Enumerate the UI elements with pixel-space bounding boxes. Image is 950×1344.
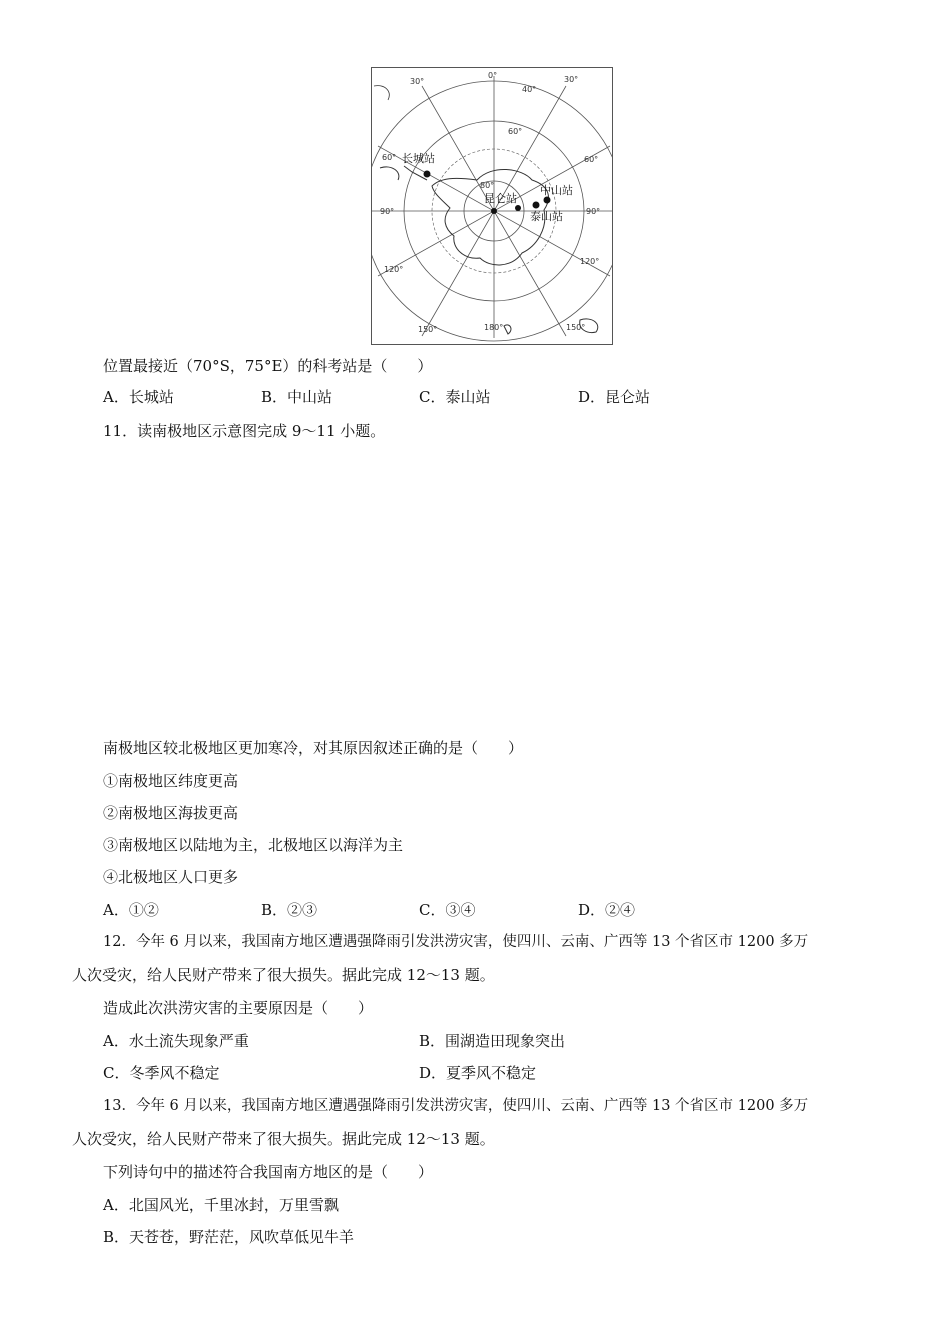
q12-intro-line2: 人次受灾，给人民财产带来了很大损失。据此完成 12～13 题。 xyxy=(72,966,495,984)
south-pole-marker xyxy=(491,208,497,214)
antarctic-map-svg xyxy=(372,68,612,344)
q11-option-b[interactable]: B．②③ xyxy=(261,901,318,919)
south-america-tip xyxy=(380,167,399,180)
zhongshan-station-marker xyxy=(544,197,551,204)
corner-coast xyxy=(374,86,389,100)
q13-stem: 下列诗句中的描述符合我国南方地区的是（ ） xyxy=(103,1163,434,1181)
q10-option-c[interactable]: C．泰山站 xyxy=(419,388,491,406)
q11-option-d[interactable]: D．②④ xyxy=(578,901,636,919)
lon-label-60e: 60° xyxy=(584,155,599,164)
meridians xyxy=(372,76,612,338)
lon-label-120w: 120° xyxy=(384,265,404,274)
lat-label-40: 40° xyxy=(522,85,537,94)
q13-option-a[interactable]: A．北国风光，千里冰封，万里雪飘 xyxy=(103,1196,339,1214)
lon-label-30w: 30° xyxy=(410,77,425,86)
q11-option-a[interactable]: A．①② xyxy=(103,901,159,919)
q12-stem: 造成此次洪涝灾害的主要原因是（ ） xyxy=(103,999,374,1017)
lon-label-0: 0° xyxy=(488,71,498,80)
changcheng-station-label: 长城站 xyxy=(402,152,435,165)
q12-option-c[interactable]: C．冬季风不稳定 xyxy=(103,1064,220,1082)
taishan-station-label: 泰山站 xyxy=(530,210,563,223)
q12-intro-line1: 12．今年 6 月以来，我国南方地区遭遇强降雨引发洪涝灾害，使四川、云南、广西等 13 个省区市 1200 多万 xyxy=(103,934,809,950)
q10-stem: 位置最接近（70°S，75°E）的科考站是（ ） xyxy=(103,357,433,375)
q11-statement-2: ②南极地区海拔更高 xyxy=(103,804,239,822)
antarctic-map xyxy=(371,67,613,345)
q11-option-c[interactable]: C．③④ xyxy=(419,901,476,919)
lon-label-150w: 150° xyxy=(418,325,438,334)
lon-label-90e: 90° xyxy=(586,207,601,216)
lat-label-60: 60° xyxy=(508,127,523,136)
taishan-station-marker xyxy=(533,202,540,209)
q11-intro: 11．读南极地区示意图完成 9～11 小题。 xyxy=(103,422,386,440)
q11-stem: 南极地区较北极地区更加寒冷，对其原因叙述正确的是（ ） xyxy=(103,739,524,757)
kunlun-station-marker xyxy=(515,205,521,211)
q13-intro-line2: 人次受灾，给人民财产带来了很大损失。据此完成 12～13 题。 xyxy=(72,1130,495,1148)
lon-label-60w: 60° xyxy=(382,153,397,162)
q12-option-a[interactable]: A．水土流失现象严重 xyxy=(103,1032,249,1050)
peninsula-outline xyxy=(404,166,427,180)
q13-intro-line1: 13．今年 6 月以来，我国南方地区遭遇强降雨引发洪涝灾害，使四川、云南、广西等 13 个省区市 1200 多万 xyxy=(103,1098,809,1114)
q10-option-b[interactable]: B．中山站 xyxy=(261,388,333,406)
changcheng-station-marker xyxy=(424,171,431,178)
q10-option-a[interactable]: A．长城站 xyxy=(103,388,174,406)
q11-statement-3: ③南极地区以陆地为主，北极地区以海洋为主 xyxy=(103,836,404,854)
lon-label-120e: 120° xyxy=(580,257,600,266)
lon-label-90w: 90° xyxy=(380,207,395,216)
q12-option-d[interactable]: D．夏季风不稳定 xyxy=(419,1064,537,1082)
island-outline xyxy=(504,325,511,334)
lon-label-150e: 150° xyxy=(566,323,586,332)
q13-option-b[interactable]: B．天苍苍，野茫茫，风吹草低见牛羊 xyxy=(103,1228,355,1246)
lat-label-80: 80° xyxy=(480,181,495,190)
zhongshan-station-label: 中山站 xyxy=(540,184,573,197)
q10-option-d[interactable]: D．昆仑站 xyxy=(578,388,651,406)
q11-statement-4: ④北极地区人口更多 xyxy=(103,868,239,886)
lon-label-180: 180° xyxy=(484,323,504,332)
lon-label-30e: 30° xyxy=(564,75,579,84)
q11-statement-1: ①南极地区纬度更高 xyxy=(103,772,239,790)
q12-option-b[interactable]: B．围湖造田现象突出 xyxy=(419,1032,566,1050)
kunlun-station-label: 昆仑站 xyxy=(484,192,517,205)
